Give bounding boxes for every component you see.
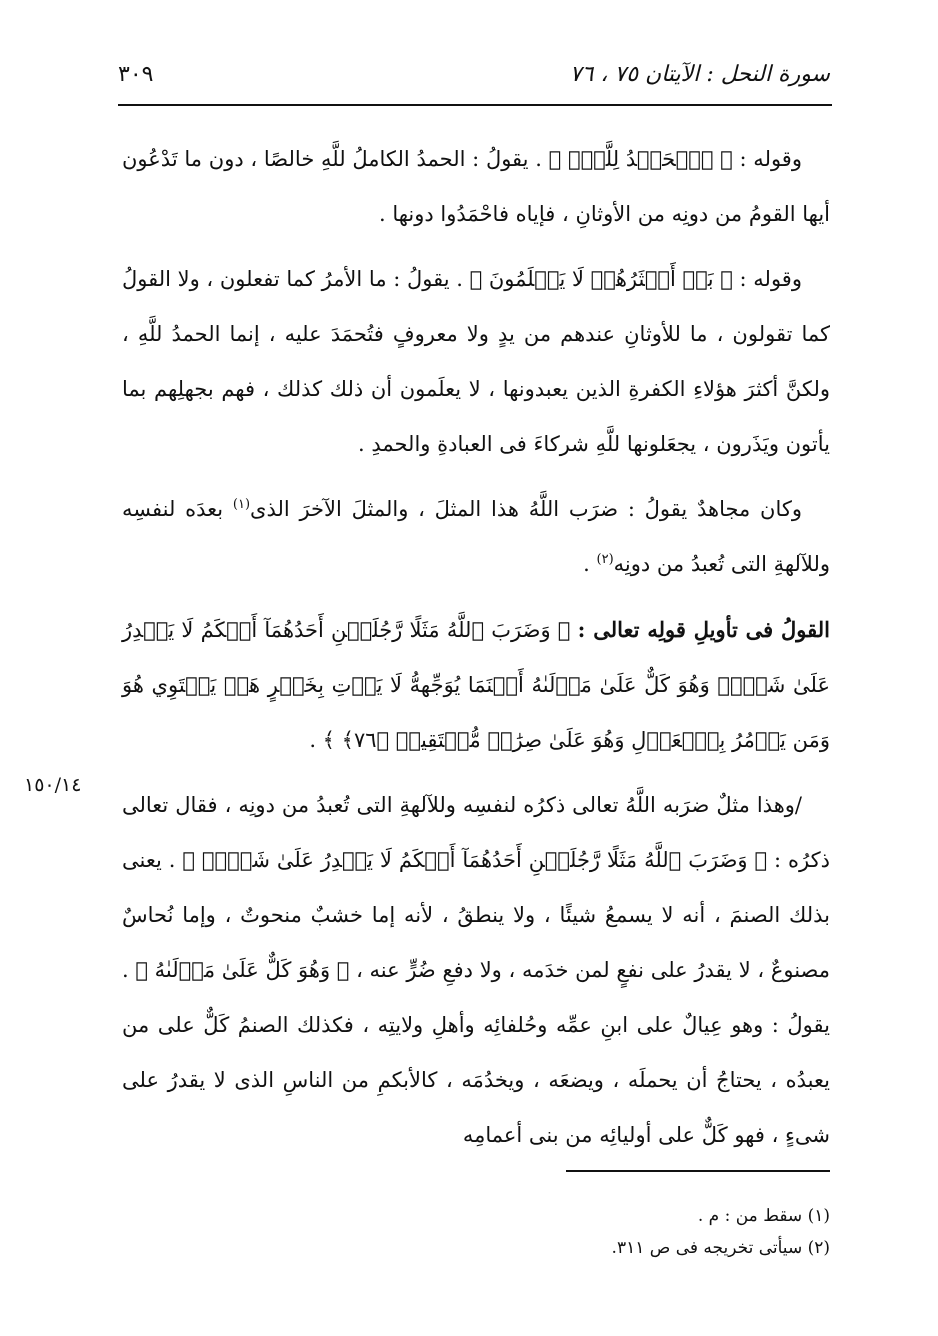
footnote-rule — [566, 1170, 830, 1172]
footnotes — [400, 1200, 830, 1264]
footnote-ref-2: (٢) — [596, 552, 614, 567]
paragraph-4: /وهذا مثلٌ ضرَبه اللَّهُ تعالى ذكرُه لنفسِه وللآلهةِ التى تُعبدُ من دونِه ، فقال تعالى ذكرُه : ﴿ وَضَرَبَ ٱللَّهُ مَثَلًا رَّجُلَيۡنِ أَحَدُهُمَآ أَبۡكَمُ لَا يَقۡدِرُ عَلَىٰ شَيۡءٖ ﴾ . يعنى بذلك الصنمَ ، أنه لا يسمعُ شيئًا ، ولا ينطقُ ، لأنه إما خشبٌ منحوتٌ ، وإما نُحاسٌ مصنوعٌ ، لا يقدرُ على نفعٍ لمن خدَمه ، ولا دفعِ ضُرٍّ عنه ، ﴿ وَهُوَ كَلٌّ عَلَىٰ مَوۡلَىٰهُ ﴾ . يقولُ : وهو عِيالٌ على ابنِ عمِّه وحُلفائِه وأهلِ ولايتِه ، فكذلك الصنمُ كَلٌّ على من يعبدُه ، يحتاجُ أن يحملَه ، ويضعَه ، ويخدُمَه ، كالأبكمِ من الناسِ الذى لا يقدرُ على شىءٍ ، فهو كَلٌّ على أوليائِه من بنى أعمامِه — [122, 793, 830, 1147]
paragraph-3-text-b: بعدَه لنفسِه وللآلهةِ التى تُعبدُ من دونِه — [122, 497, 830, 576]
paragraph-3-text-a: وكان مجاهدٌ يقولُ : ضرَب اللَّهُ هذا المثلَ ، والمثلَ الآخرَ الذى — [250, 497, 803, 521]
running-header — [118, 58, 830, 98]
footnote-1: (١) سقط من : م . — [697, 1206, 830, 1226]
paragraph-3 — [122, 482, 830, 592]
section-paragraph — [122, 602, 830, 768]
header-title: سورة النحل : الآيتان ٧٥ ، ٧٦ — [569, 62, 830, 87]
margin-reference: ١٥٠/١٤ — [24, 774, 82, 796]
section-verse: ﴿ وَضَرَبَ ٱللَّهُ مَثَلًا رَّجُلَيۡنِ أَحَدُهُمَآ أَبۡكَمُ لَا يَقۡدِرُ عَلَىٰ شَيۡءٖ وَهُوَ كَلٌّ عَلَىٰ مَوۡلَىٰهُ أَيۡنَمَا يُوَجِّههُّ لَا يَأۡتِ بِخَيۡرٍ هَلۡ يَسۡتَوِي هُوَ وَمَن يَأۡمُرُ بِٱلۡعَدۡلِ وَهُوَ عَلَىٰ صِرَٰطٖ مُّسۡتَقِيمٖ ﴿٧٦﴾ ﴾ . — [122, 618, 830, 752]
page-number: ٣٠٩ — [118, 62, 154, 87]
section-heading: القولُ فى تأويلِ قولِه تعالى : — [577, 617, 831, 642]
header-rule — [118, 104, 832, 106]
paragraph-2: وقوله : ﴿ بَلۡ أَكۡثَرُهُمۡ لَا يَعۡلَمُونَ ﴾ . يقولُ : ما الأمرُ كما تفعلون ، ولا القولُ كما تقولون ، ما للأوثانِ عندهم من يدٍ ولا معروفٍ فتُحمَدَ عليه ، إنما الحمدُ للَّهِ ، ولكنَّ أكثرَ هؤلاءِ الكفرةِ الذين يعبدونها ، لا يعلَمون أن ذلك كذلك ، فهم بجهلِهم بما يأتون ويَذَرون ، يجعَلونها للَّهِ شركاءَ فى العبادةِ والحمدِ . — [122, 267, 830, 456]
paragraph-3-text-c: . — [583, 552, 597, 576]
footnote-ref-1: (١) — [232, 497, 251, 512]
main-text — [122, 132, 830, 1173]
footnote-2: (٢) سيأتى تخريجه فى ص ٣١١. — [611, 1238, 830, 1258]
paragraph-1: وقوله : ﴿ ٱلۡحَمۡدُ لِلَّهِۚ ﴾ . يقولُ : الحمدُ الكاملُ للَّهِ خالصًا ، دون ما تَدْعُون أيها القومُ من دونِه من الأوثانِ ، فإياه فاحْمَدُوا دونها . — [122, 147, 830, 226]
